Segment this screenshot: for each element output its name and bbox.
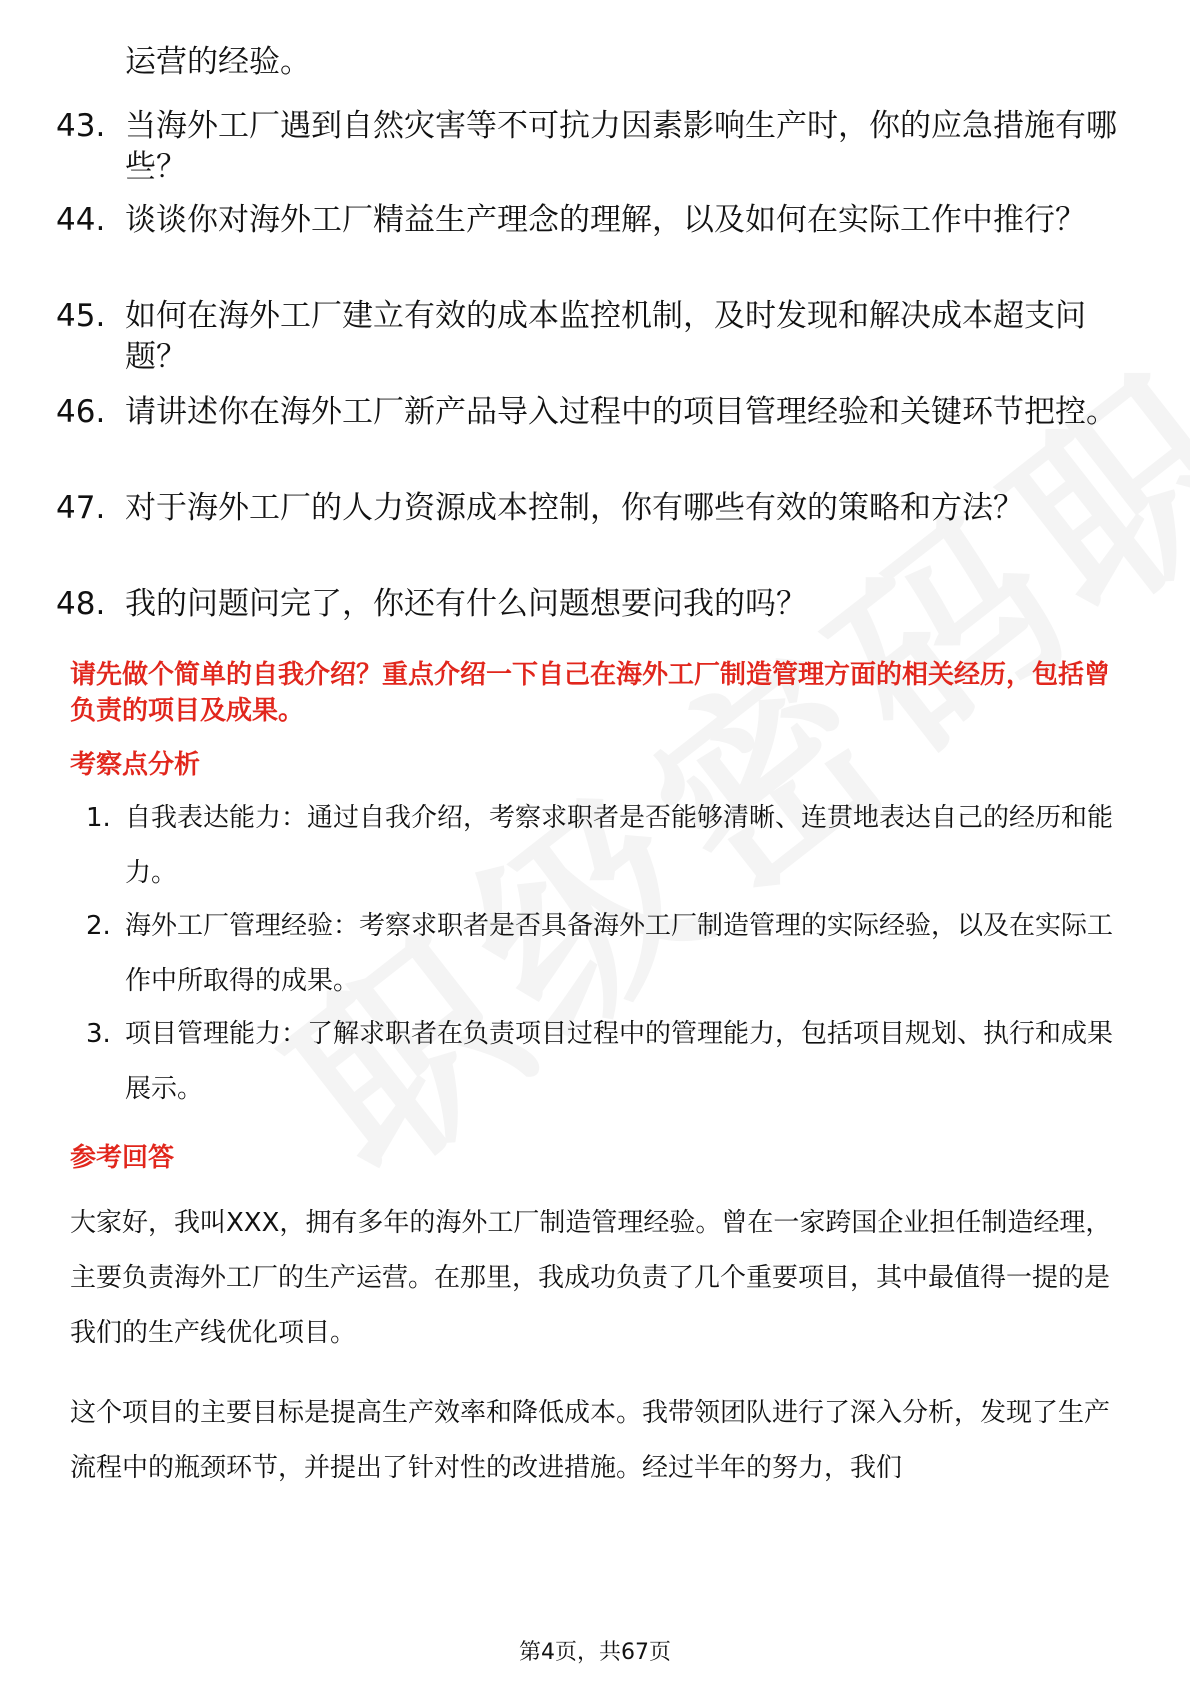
- analysis-text: 自我表达能力：通过自我介绍，考察求职者是否能够清晰、连贯地表达自己的经历和能力。: [125, 803, 1114, 888]
- analysis-number: 2.: [86, 911, 111, 941]
- continuation-text: 运营的经验。: [125, 44, 311, 80]
- question-number: 43.: [56, 108, 106, 144]
- analysis-number: 1.: [86, 803, 111, 833]
- answer-heading: 参考回答: [70, 1143, 175, 1173]
- question-number: 48.: [56, 586, 106, 622]
- analysis-number: 3.: [86, 1019, 111, 1049]
- question-number: 44.: [56, 202, 106, 238]
- answer-paragraph: 大家好，我叫XXX，拥有多年的海外工厂制造管理经验。曾在一家跨国企业担任制造经理，主要负责海外工厂的生产运营。在那里，我成功负责了几个重要项目，其中最值得一提的是我们的生产线优化项目。: [70, 1208, 1112, 1348]
- section-question-title: 请先做个简单的自我介绍？重点介绍一下自己在海外工厂制造管理方面的相关经历，包括曾负责的项目及成果。: [70, 660, 1111, 726]
- question-text: 当海外工厂遇到自然灾害等不可抗力因素影响生产时，你的应急措施有哪些？: [125, 108, 1117, 185]
- analysis-text: 项目管理能力：了解求职者在负责项目过程中的管理能力，包括项目规划、执行和成果展示。: [125, 1019, 1114, 1104]
- question-text: 如何在海外工厂建立有效的成本监控机制，及时发现和解决成本超支问题？: [125, 298, 1086, 375]
- answer-paragraph: 这个项目的主要目标是提高生产效率和降低成本。我带领团队进行了深入分析，发现了生产流程中的瓶颈环节，并提出了针对性的改进措施。经过半年的努力，我们: [70, 1398, 1111, 1483]
- analysis-heading: 考察点分析: [70, 750, 201, 780]
- question-number: 45.: [56, 298, 106, 334]
- question-text: 请讲述你在海外工厂新产品导入过程中的项目管理经验和关键环节把控。: [125, 394, 1117, 430]
- question-number: 47.: [56, 490, 106, 526]
- question-text: 谈谈你对海外工厂精益生产理念的理解，以及如何在实际工作中推行？: [125, 202, 1086, 238]
- analysis-text: 海外工厂管理经验：考察求职者是否具备海外工厂制造管理的实际经验，以及在实际工作中所取得的成果。: [125, 911, 1114, 996]
- question-text: 我的问题问完了，你还有什么问题想要问我的吗？: [125, 586, 807, 622]
- page-footer: 第4页，共67页: [519, 1640, 671, 1665]
- question-number: 46.: [56, 394, 106, 430]
- question-text: 对于海外工厂的人力资源成本控制，你有哪些有效的策略和方法？: [125, 490, 1024, 526]
